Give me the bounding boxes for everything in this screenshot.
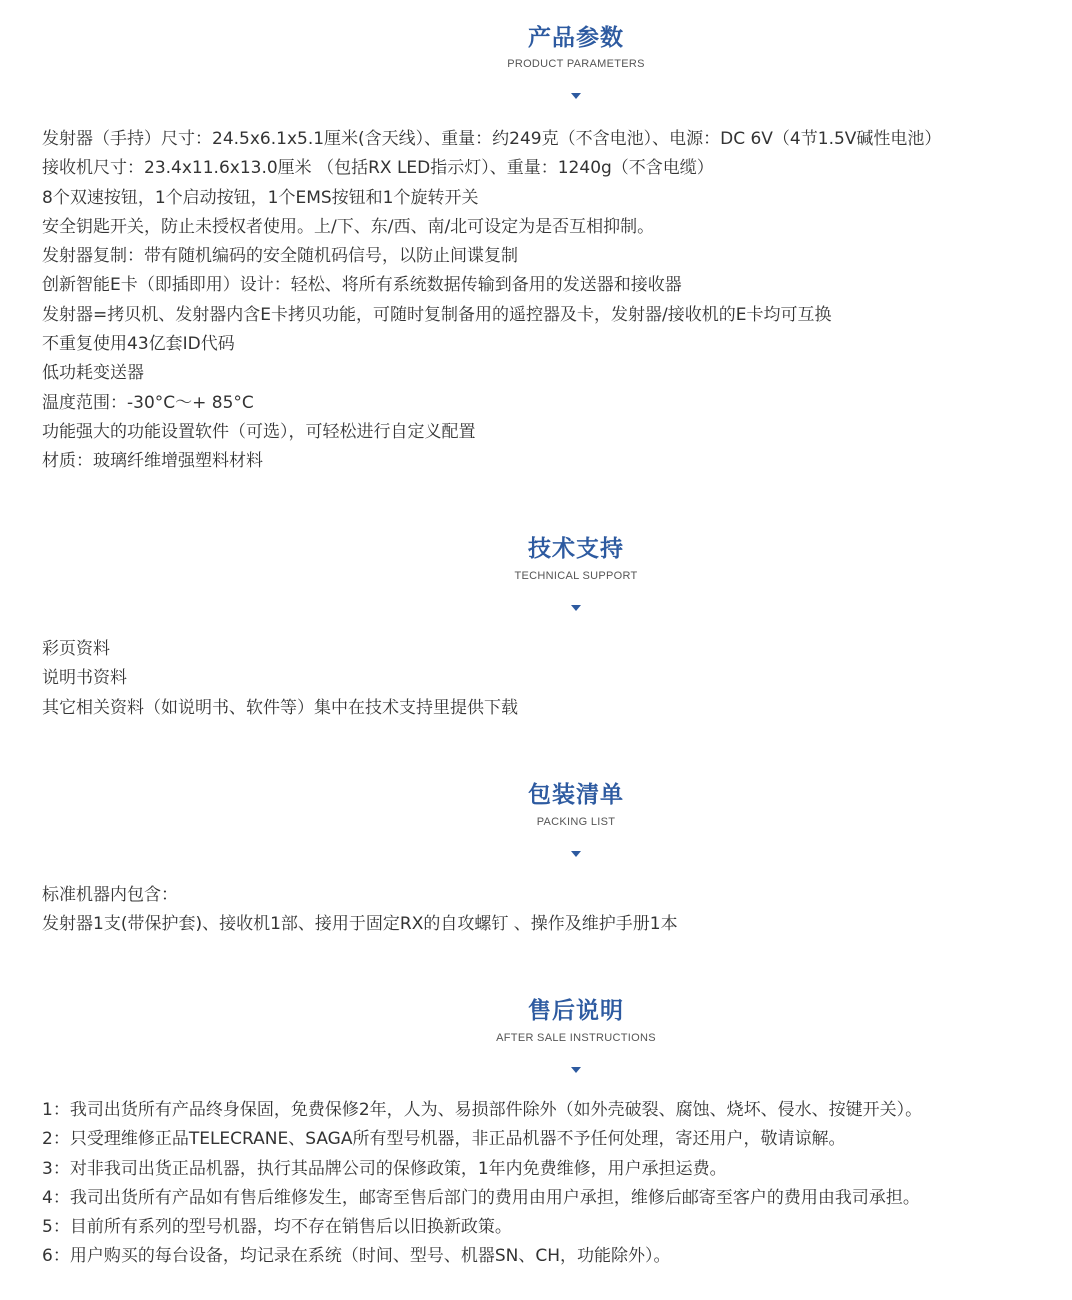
- packing-list: [42, 881, 678, 940]
- list-item: 8个双速按钮，1个启动按钮，1个EMS按钮和1个旋转开关: [42, 187, 479, 208]
- list-item: 3：对非我司出货正品机器，执行其品牌公司的保修政策，1年内免费维修，用户承担运费。: [42, 1158, 727, 1179]
- triangle-down-icon: [571, 851, 581, 857]
- section-title: 包装清单: [528, 782, 624, 808]
- support-list: [42, 635, 518, 723]
- list-item: 材质：玻璃纤维增强塑料材料: [42, 451, 263, 472]
- list-item: 1：我司出货所有产品终身保固，免费保修2年，人为、易损部件除外（如外壳破裂、腐蚀、烧坏、侵水、按键开关）。: [42, 1100, 923, 1120]
- section-subtitle: AFTER SALE INSTRUCTIONS: [496, 1032, 656, 1044]
- list-item: 创新智能E卡（即插即用）设计：轻松、将所有系统数据传输到备用的发送器和接收器: [42, 275, 682, 296]
- list-item: 发射器复制：带有随机编码的安全随机码信号，以防止间谍复制: [42, 246, 518, 267]
- section-subtitle: PRODUCT PARAMETERS: [507, 58, 645, 70]
- list-item: 彩页资料: [42, 639, 110, 659]
- list-item: 发射器（手持）尺寸：24.5x6.1x5.1厘米(含天线）、重量：约249克（不含电池）、电源：DC 6V（4节1.5V碱性电池）: [42, 129, 942, 149]
- list-item: 6：用户购买的每台设备，均记录在系统（时间、型号、机器SN、CH，功能除外）。: [42, 1246, 671, 1267]
- list-item: 发射器=拷贝机、发射器内含E卡拷贝功能，可随时复制备用的遥控器及卡，发射器/接收机的E卡均可互换: [42, 304, 832, 325]
- list-item: 功能强大的功能设置软件（可选），可轻松进行自定义配置: [42, 421, 476, 442]
- section-subtitle: PACKING LIST: [536, 816, 616, 828]
- list-item: 5：目前所有系列的型号机器，均不存在销售后以旧换新政策。: [42, 1217, 512, 1238]
- list-item: 说明书资料: [42, 668, 127, 689]
- list-item: 不重复使用43亿套ID代码: [42, 334, 235, 355]
- triangle-down-icon: [571, 1067, 581, 1073]
- list-item: 2：只受理维修正品TELECRANE、SAGA所有型号机器，非正品机器不予任何处理，寄还用户，敬请谅解。: [42, 1129, 846, 1150]
- list-item: 低功耗变送器: [42, 363, 144, 384]
- section-title: 售后说明: [528, 998, 624, 1024]
- triangle-down-icon: [571, 605, 581, 611]
- list-item: 安全钥匙开关，防止未授权者使用。上/下、东/西、南/北可设定为是否互相抑制。: [42, 216, 655, 237]
- list-item: 接收机尺寸：23.4x11.6x13.0厘米 （包括RX LED指示灯）、重量：1240g（不含电缆）: [42, 158, 714, 179]
- parameter-list: [42, 125, 941, 477]
- section-title: 产品参数: [528, 25, 624, 51]
- list-item: 其它相关资料（如说明书、软件等）集中在技术支持里提供下载: [42, 697, 518, 718]
- list-item: 温度范围：-30°C～+ 85°C: [42, 392, 254, 413]
- section-subtitle: TECHNICAL SUPPORT: [514, 570, 638, 582]
- list-item: 发射器1支(带保护套)、接收机1部、接用于固定RX的自攻螺钉 、操作及维护手册1本: [42, 914, 678, 935]
- list-item: 4：我司出货所有产品如有售后维修发生，邮寄至售后部门的费用由用户承担，维修后邮寄至客户的费用由我司承担。: [42, 1187, 920, 1208]
- triangle-down-icon: [571, 93, 581, 99]
- after-sale-list: [42, 1096, 922, 1272]
- list-item: 标准机器内包含：: [42, 885, 178, 905]
- section-title: 技术支持: [528, 536, 624, 562]
